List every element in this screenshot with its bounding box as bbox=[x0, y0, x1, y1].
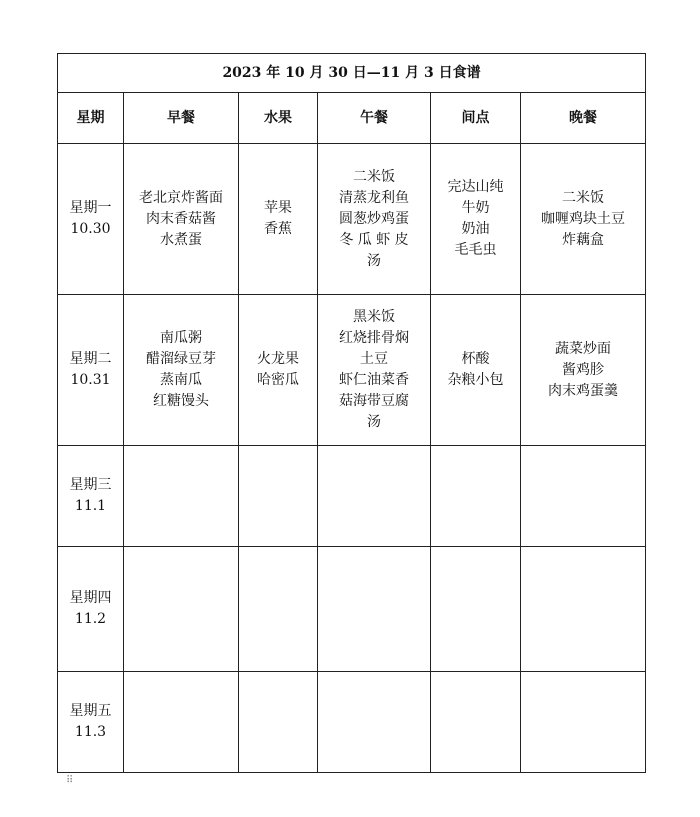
weekday-label: 星期五 bbox=[69, 703, 112, 719]
day-cell bbox=[58, 295, 124, 446]
lunch-item: 冬 瓜 虾 皮 bbox=[339, 231, 409, 248]
breakfast-cell bbox=[124, 672, 239, 773]
date-label: 11.1 bbox=[74, 498, 107, 514]
lunch-cell bbox=[318, 547, 431, 672]
day-cell bbox=[58, 144, 124, 295]
breakfast-item: 南瓜粥 bbox=[160, 330, 202, 346]
snack-item: 毛毛虫 bbox=[454, 242, 497, 258]
header-weekday: 星期 bbox=[58, 93, 124, 144]
header-breakfast: 早餐 bbox=[124, 93, 239, 144]
dinner-item: 蔬菜炒面 bbox=[555, 340, 612, 357]
snack-cell bbox=[431, 144, 521, 295]
fruit-cell bbox=[239, 547, 318, 672]
breakfast-item: 肉末香菇酱 bbox=[146, 210, 216, 227]
menu-title: 2023 年 10 月 30 日—11 月 3 日食谱 bbox=[58, 54, 646, 93]
lunch-item: 汤 bbox=[367, 252, 381, 269]
day-row bbox=[58, 672, 646, 773]
drag-handle-icon[interactable]: ⠿ bbox=[66, 775, 74, 786]
snack-cell bbox=[431, 547, 521, 672]
dinner-item: 咖喱鸡块土豆 bbox=[541, 210, 626, 227]
day-cell bbox=[58, 446, 124, 547]
breakfast-item: 老北京炸酱面 bbox=[139, 189, 223, 206]
fruit-item: 火龙果 bbox=[257, 351, 299, 367]
fruit-cell bbox=[239, 672, 318, 773]
snack-cell bbox=[431, 295, 521, 446]
header-fruit: 水果 bbox=[239, 93, 318, 144]
date-label: 11.2 bbox=[74, 611, 107, 627]
lunch-cell bbox=[318, 446, 431, 547]
fruit-cell bbox=[239, 446, 318, 547]
breakfast-item: 水煮蛋 bbox=[160, 231, 202, 248]
header-snack: 间点 bbox=[431, 93, 521, 144]
day-cell bbox=[58, 672, 124, 773]
fruit-item: 苹果 bbox=[264, 200, 292, 216]
title-row bbox=[58, 54, 646, 93]
menu-table bbox=[57, 53, 646, 773]
date-label: 10.30 bbox=[70, 221, 111, 237]
fruit-item: 哈密瓜 bbox=[257, 372, 299, 388]
lunch-item: 清蒸龙利鱼 bbox=[339, 189, 409, 206]
header-dinner: 晚餐 bbox=[521, 93, 646, 144]
weekday-label: 星期一 bbox=[69, 200, 112, 216]
dinner-item: 酱鸡胗 bbox=[562, 361, 605, 378]
fruit-cell bbox=[239, 144, 318, 295]
day-row bbox=[58, 547, 646, 672]
lunch-item: 黑米饭 bbox=[353, 309, 395, 325]
header-row bbox=[58, 93, 646, 144]
breakfast-item: 醋溜绿豆芽 bbox=[146, 351, 216, 367]
date-label: 10.31 bbox=[70, 372, 111, 388]
snack-item: 奶油 bbox=[461, 221, 490, 237]
weekday-label: 星期二 bbox=[69, 351, 112, 367]
dinner-cell bbox=[521, 672, 646, 773]
date-label: 11.3 bbox=[74, 724, 107, 740]
snack-item: 杂粮小包 bbox=[447, 372, 504, 388]
day-cell bbox=[58, 547, 124, 672]
weekday-label: 星期三 bbox=[69, 477, 112, 493]
dinner-item: 炸藕盒 bbox=[562, 231, 605, 248]
breakfast-item: 蒸南瓜 bbox=[160, 372, 202, 388]
lunch-item: 二米饭 bbox=[353, 168, 395, 185]
breakfast-item: 红糖馒头 bbox=[153, 393, 209, 409]
lunch-item: 菇海带豆腐 bbox=[339, 393, 409, 409]
day-row bbox=[58, 446, 646, 547]
fruit-item: 香蕉 bbox=[264, 221, 292, 237]
breakfast-cell bbox=[124, 547, 239, 672]
header-lunch: 午餐 bbox=[318, 93, 431, 144]
snack-item: 杯酸 bbox=[461, 351, 490, 367]
lunch-item: 汤 bbox=[367, 414, 381, 430]
breakfast-cell bbox=[124, 295, 239, 446]
day-row bbox=[58, 144, 646, 295]
day-row bbox=[58, 295, 646, 446]
lunch-item: 圆葱炒鸡蛋 bbox=[339, 210, 409, 227]
lunch-item: 虾仁油菜香 bbox=[339, 372, 409, 388]
dinner-cell bbox=[521, 547, 646, 672]
snack-item: 完达山纯 bbox=[447, 179, 504, 195]
lunch-cell bbox=[318, 295, 431, 446]
lunch-item: 土豆 bbox=[360, 351, 388, 367]
fruit-cell bbox=[239, 295, 318, 446]
lunch-cell bbox=[318, 672, 431, 773]
dinner-item: 二米饭 bbox=[562, 189, 605, 206]
snack-cell bbox=[431, 672, 521, 773]
dinner-cell bbox=[521, 295, 646, 446]
breakfast-cell bbox=[124, 446, 239, 547]
lunch-cell bbox=[318, 144, 431, 295]
breakfast-cell bbox=[124, 144, 239, 295]
snack-cell bbox=[431, 446, 521, 547]
dinner-cell bbox=[521, 446, 646, 547]
snack-item: 牛奶 bbox=[461, 200, 490, 216]
weekday-label: 星期四 bbox=[69, 590, 112, 606]
lunch-item: 红烧排骨焖 bbox=[339, 330, 409, 346]
dinner-cell bbox=[521, 144, 646, 295]
dinner-item: 肉末鸡蛋羹 bbox=[548, 382, 619, 399]
